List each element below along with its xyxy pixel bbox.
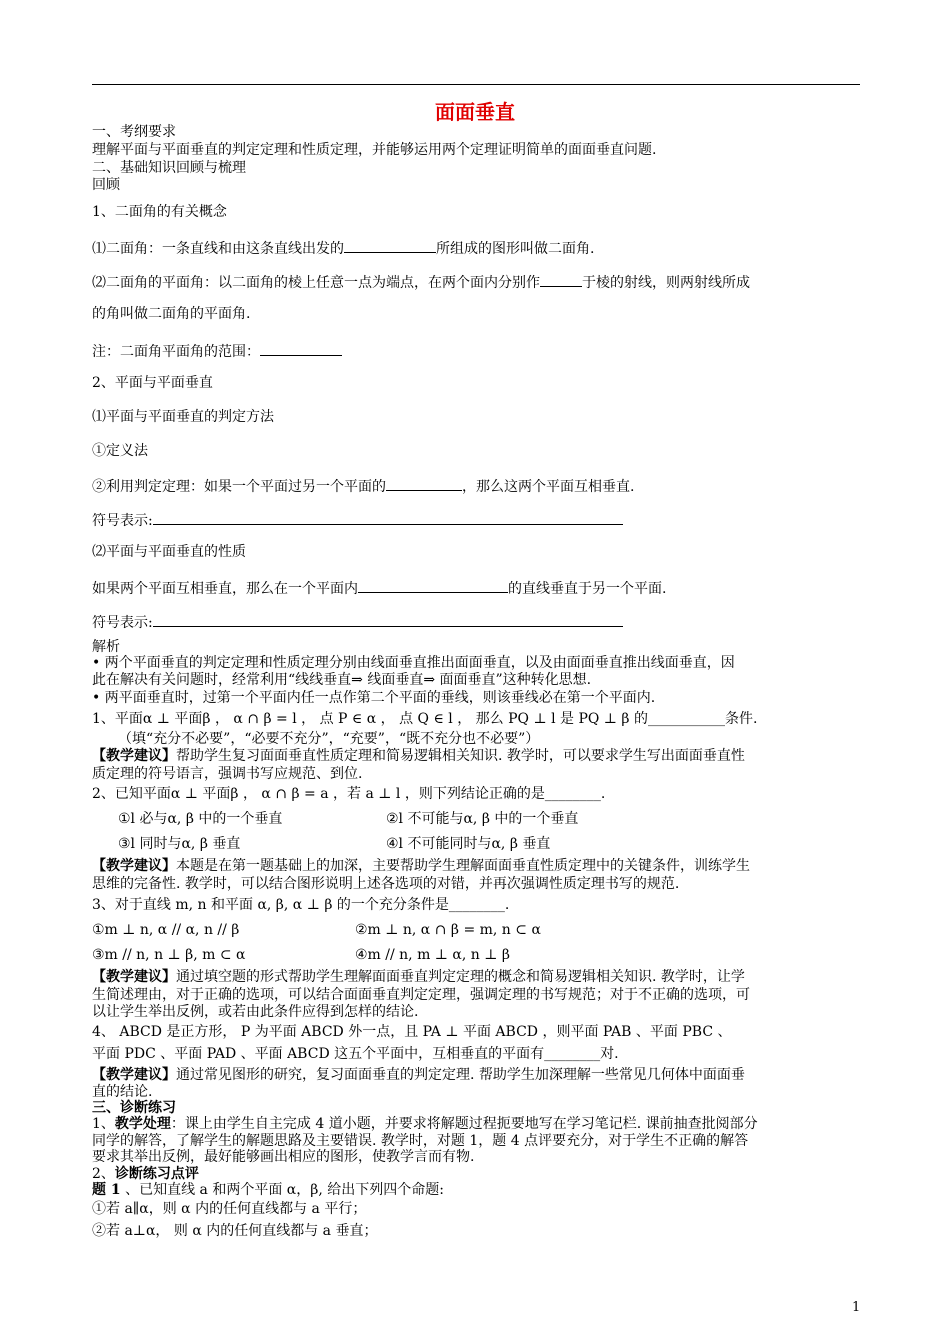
advice-2b: 思维的完备性. 教学时，可以结合图形说明上述各选项的对错，并再次强调性质定理书写的规范.: [92, 876, 680, 892]
question-1: 1、平面α ⊥ 平面β ， α ∩ β = l ， 点 P ∈ α ， 点 Q ∈ l ， 那么 PQ ⊥ l 是 PQ ⊥ β 的___________条件.: [92, 711, 758, 727]
point-1b-line2: 的角叫做二面角的平面角.: [92, 306, 251, 322]
point-1b-post: 于棱的射线，则两射线所成: [582, 275, 750, 291]
point-2a-2-pre: ②利用判定定理：如果一个平面过另一个平面的: [92, 479, 386, 495]
point-1a: [92, 238, 594, 258]
question-4b: 平面 PDC 、平面 PAD 、平面 ABCD 这五个平面中，互相垂直的平面有________对.: [92, 1046, 619, 1062]
blank[interactable]: [260, 341, 342, 356]
bullet-1a: • 两个平面垂直的判定定理和性质定理分别由线面垂直推出面面垂直，以及由面面垂直推出线面垂直，因: [92, 655, 735, 671]
symbol-line-2: [92, 612, 623, 632]
bullet-2: • 两平面垂直时，过第一个平面内任一点作第二个平面的垂线，则该垂线必在第一个平面内.: [92, 690, 656, 706]
page-number: 1: [852, 1300, 861, 1315]
advice-4b: 直的结论.: [92, 1084, 153, 1100]
advice-3a: [92, 969, 745, 986]
question-4a: 4、 ABCD 是正方形， P 为平面 ABCD 外一点，且 PA ⊥ 平面 ABCD ，则平面 PAB 、平面 PBC 、: [92, 1024, 732, 1040]
note: [92, 341, 342, 361]
point-2a: ⑴平面与平面垂直的判定方法: [92, 409, 274, 425]
section-3-item-1a: [92, 1116, 758, 1133]
blank[interactable]: [153, 612, 623, 627]
problem-1-option-1: ①若 a∥α，则 α 内的任何直线都与 a 平行；: [92, 1201, 367, 1217]
review-tag: 诊断练习点评: [114, 1166, 199, 1182]
section-3-item-2-number: 2、: [92, 1166, 115, 1182]
advice-3a-text: 通过填空题的形式帮助学生理解面面垂直判定定理的概念和简易逻辑相关知识. 教学时，让学: [176, 969, 745, 985]
symbol-line-1: [92, 510, 623, 530]
bullet-1b: 此在解决有关问题时，经常利用“线线垂直⇒ 线面垂直⇒ 面面垂直”这种转化思想.: [92, 672, 592, 688]
point-2b: ⑵平面与平面垂直的性质: [92, 544, 246, 560]
point-1b-pre: ⑵二面角的平面角：以二面角的棱上任意一点为端点，在两个面内分别作: [92, 275, 540, 291]
note-text: 注：二面角平面角的范围：: [92, 344, 260, 360]
analysis-label: 解析: [92, 639, 120, 655]
point-1b: [92, 272, 750, 292]
point-2b-text: [92, 578, 666, 598]
advice-4a: [92, 1067, 745, 1084]
teaching-process-tag: 教学处理: [114, 1116, 171, 1132]
point-1a-post: 所组成的图形叫做二面角.: [436, 241, 595, 257]
section-3-item-1c: 要求其举出反例，最好能够画出相应的图形，使教学言而有物.: [92, 1149, 475, 1165]
point-2: 2、平面与平面垂直: [92, 375, 213, 391]
point-2a-1: ①定义法: [92, 443, 148, 459]
advice-tag: 【教学建议】: [92, 748, 176, 764]
advice-1b: 质定理的符号语言，强调书写应规范、到位.: [92, 766, 363, 782]
problem-1-option-2: ②若 a⊥α， 则 α 内的任何直线都与 a 垂直；: [92, 1223, 378, 1239]
section-1-text: 理解平面与平面垂直的判定定理和性质定理，并能够运用两个定理证明简单的面面垂直问题.: [92, 142, 657, 158]
question-3-option-3: ③m // n, n ⊥ β, m ⊂ α: [92, 947, 246, 963]
section-1-heading: 一、考纲要求: [92, 124, 176, 140]
advice-1a-text: 帮助学生复习面面垂直性质定理和简易逻辑相关知识. 教学时，可以要求学生写出面面垂直性: [176, 748, 745, 764]
blank[interactable]: [344, 238, 436, 253]
point-2a-2-post: ，那么这两个平面互相垂直.: [462, 479, 635, 495]
section-3-heading: 三、诊断练习: [92, 1100, 176, 1116]
advice-2a-text: 本题是在第一题基础上的加深，主要帮助学生理解面面垂直性质定理中的关键条件，训练学生: [176, 858, 750, 874]
advice-1a: [92, 748, 745, 765]
question-3-option-4: ④m // n, m ⊥ α, n ⊥ β: [355, 947, 510, 963]
point-2b-post: 的直线垂直于另一个平面.: [508, 581, 667, 597]
advice-tag: 【教学建议】: [92, 969, 176, 985]
blank[interactable]: [386, 476, 462, 491]
question-3: 3、对于直线 m, n 和平面 α, β, α ⊥ β 的一个充分条件是________.: [92, 897, 510, 913]
question-3-option-1: ①m ⊥ n, α // α, n // β: [92, 922, 240, 938]
advice-4a-text: 通过常见图形的研究，复习面面垂直的判定定理. 帮助学生加深理解一些常见几何体中面面垂: [176, 1067, 745, 1083]
problem-1-tag: 题 1: [92, 1182, 121, 1198]
question-3-option-2: ②m ⊥ n, α ∩ β = m, n ⊂ α: [355, 922, 541, 938]
section-3-item-1b: 同学的解答，了解学生的解题思路及主要错误. 教学时，对题 1，题 4 点评要充分，对于学生不正确的解答: [92, 1133, 749, 1149]
question-2-option-2: ②l 不可能与α, β 中的一个垂直: [386, 811, 579, 827]
question-1-fill-hint: （填“充分不必要”，“必要不充分”，“充要”，“既不充分也不必要”）: [118, 731, 540, 747]
section-3-item-2: [92, 1166, 199, 1183]
advice-tag: 【教学建议】: [92, 1067, 176, 1083]
advice-tag: 【教学建议】: [92, 858, 176, 874]
page-title: 面面垂直: [435, 100, 515, 124]
section-2-heading: 二、基础知识回顾与梳理: [92, 160, 246, 176]
problem-1: [92, 1182, 444, 1199]
header-rule: [92, 84, 860, 85]
advice-3b: 生简述理由，对于正确的选项，可以结合面面垂直判定定理，强调定理的书写规范；对于不正确的选项，可: [92, 987, 750, 1003]
point-2a-2: [92, 476, 634, 496]
question-2-option-3: ③l 同时与α, β 垂直: [118, 836, 241, 852]
blank[interactable]: [358, 578, 508, 593]
symbol-label: 符号表示:: [92, 615, 153, 631]
problem-1-text: 、已知直线 a 和两个平面 α，β, 给出下列四个命题:: [120, 1182, 444, 1198]
blank[interactable]: [540, 272, 582, 287]
question-2-option-4: ④l 不可能同时与α, β 垂直: [386, 836, 551, 852]
section-3-item-1a-text: ：课上由学生自主完成 4 道小题，并要求将解题过程扼要地写在学习笔记栏. 课前抽查批阅部分: [170, 1116, 758, 1132]
symbol-label: 符号表示:: [92, 513, 153, 529]
point-2b-pre: 如果两个平面互相垂直，那么在一个平面内: [92, 581, 358, 597]
point-1a-pre: ⑴二面角：一条直线和由这条直线出发的: [92, 241, 344, 257]
advice-2a: [92, 858, 750, 875]
advice-3c: 以让学生举出反例，或若由此条件应得到怎样的结论.: [92, 1004, 419, 1020]
question-2: 2、已知平面α ⊥ 平面β ， α ∩ β = a ，若 a ⊥ l ，则下列结论正确的是________.: [92, 786, 606, 802]
blank[interactable]: [153, 510, 623, 525]
question-2-option-1: ①l 必与α, β 中的一个垂直: [118, 811, 283, 827]
review-label: 回顾: [92, 177, 120, 193]
point-1: 1、二面角的有关概念: [92, 204, 227, 220]
section-3-item-1-number: 1、: [92, 1116, 115, 1132]
